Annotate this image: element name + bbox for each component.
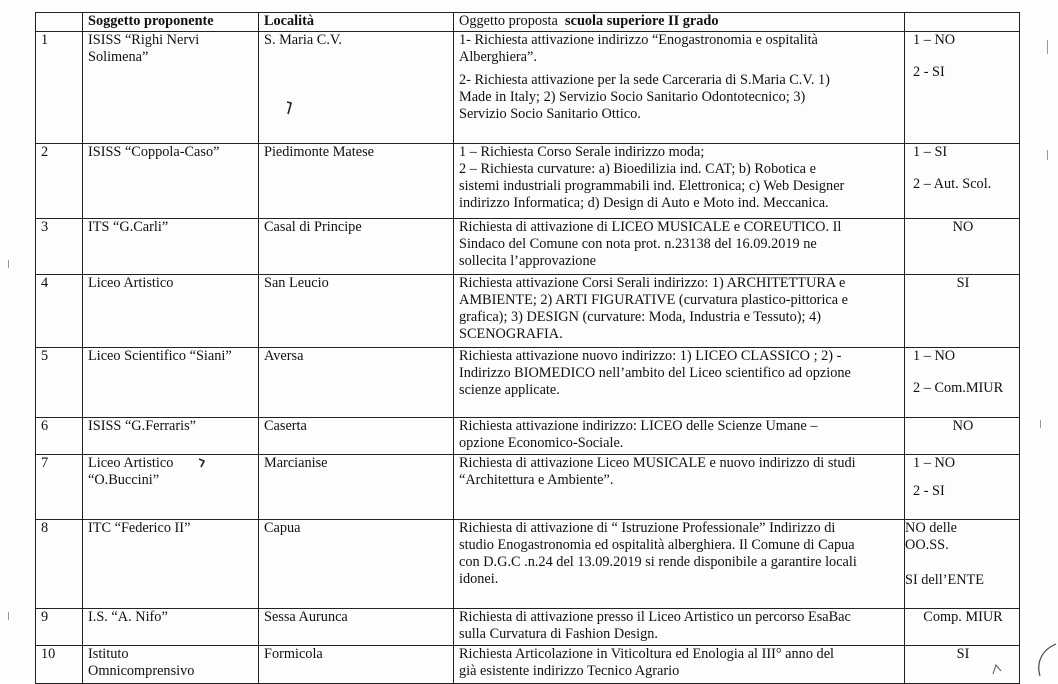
soggetto-line: Liceo Artistico bbox=[88, 455, 174, 471]
row-number: 7 bbox=[36, 455, 83, 520]
localita: Marcianise bbox=[259, 455, 454, 520]
row-number: 2 bbox=[36, 144, 83, 219]
header-soggetto-proponente: Soggetto proponente bbox=[83, 13, 259, 32]
row-number: 8 bbox=[36, 520, 83, 609]
esito-line: NO delle bbox=[905, 520, 958, 536]
oggetto-line: Richiesta di attivazione di LICEO MUSICALE e COREUTICO. Il bbox=[459, 219, 842, 235]
handwritten-mark bbox=[1030, 640, 1058, 678]
oggetto-line: Sindaco del Comune con nota prot. n.23138 del 16.09.2019 ne bbox=[459, 236, 817, 252]
esito-line: 1 – SI bbox=[913, 144, 948, 160]
handwritten-mark bbox=[990, 662, 1004, 676]
scan-edge-mark bbox=[8, 612, 9, 620]
esito-line: 1 – NO bbox=[913, 348, 956, 364]
oggetto-line: Richiesta di attivazione presso il Liceo Artistico un percorso EsaBac bbox=[459, 609, 851, 625]
oggetto-proposta bbox=[454, 609, 905, 646]
soggetto-line: Solimena” bbox=[88, 49, 149, 65]
oggetto-proposta bbox=[454, 32, 905, 144]
oggetto-line: Richiesta attivazione nuovo indirizzo: 1) LICEO CLASSICO ; 2) - bbox=[459, 348, 842, 364]
localita: Capua bbox=[259, 520, 454, 609]
soggetto-line: Istituto bbox=[88, 646, 129, 662]
oggetto-line: studio Enogastronomia ed ospitalità alberghiera. Il Comune di Capua bbox=[459, 537, 855, 553]
soggetto-line: ITS “G.Carli” bbox=[88, 219, 169, 235]
oggetto-line: indirizzo Informatica; d) Design di Auto e Moto ind. Meccanica. bbox=[459, 195, 829, 211]
oggetto-line: con D.G.C .n.24 del 13.09.2019 si rende disponibile a garantire locali bbox=[459, 554, 857, 570]
row-number: 10 bbox=[36, 646, 83, 684]
header-esito bbox=[905, 13, 1020, 32]
oggetto-line: 2- Richiesta attivazione per la sede Carceraria di S.Maria C.V. 1) bbox=[459, 72, 830, 88]
esito bbox=[905, 275, 1020, 348]
oggetto-line: sistemi industriali programmabili ind. Elettronica; c) Web Designer bbox=[459, 178, 845, 194]
localita: Piedimonte Matese bbox=[259, 144, 454, 219]
table-row bbox=[36, 520, 1020, 609]
esito bbox=[905, 32, 1020, 144]
scan-edge-mark bbox=[1040, 420, 1041, 428]
header-localita: Località bbox=[259, 13, 454, 32]
localita: S. Maria C.V. bbox=[259, 32, 454, 144]
localita: Casal di Principe bbox=[259, 219, 454, 275]
esito bbox=[905, 609, 1020, 646]
table-row bbox=[36, 219, 1020, 275]
row-number: 6 bbox=[36, 418, 83, 455]
table-row bbox=[36, 348, 1020, 418]
soggetto-proponente bbox=[83, 275, 259, 348]
oggetto-line: AMBIENTE; 2) ARTI FIGURATIVE (curvatura plastico-pittorica e bbox=[459, 292, 849, 308]
oggetto-proposta bbox=[454, 275, 905, 348]
esito-line: NO bbox=[952, 219, 974, 235]
esito-line: 1 – NO bbox=[913, 32, 956, 48]
esito-line: 2 – Com.MIUR bbox=[913, 380, 1004, 396]
oggetto-line: 1- Richiesta attivazione indirizzo “Enogastronomia e ospitalità bbox=[459, 32, 818, 48]
esito-line: 2 - SI bbox=[913, 64, 945, 80]
localita: San Leucio bbox=[259, 275, 454, 348]
esito bbox=[905, 219, 1020, 275]
soggetto-line: Omnicomprensivo bbox=[88, 663, 195, 679]
table-row bbox=[36, 144, 1020, 219]
oggetto-line: Indirizzo BIOMEDICO nell’ambito del Liceo scientifico ad opzione bbox=[459, 365, 851, 381]
oggetto-proposta bbox=[454, 144, 905, 219]
table-row bbox=[36, 609, 1020, 646]
soggetto-proponente bbox=[83, 32, 259, 144]
oggetto-line: idonei. bbox=[459, 571, 499, 587]
table-row bbox=[36, 32, 1020, 144]
soggetto-line: ITC “Federico II” bbox=[88, 520, 191, 536]
proposals-table bbox=[35, 12, 1020, 684]
oggetto-line: già esistente indirizzo Tecnico Agrario bbox=[459, 663, 680, 679]
esito-line: SI dell’ENTE bbox=[905, 572, 985, 588]
oggetto-proposta bbox=[454, 348, 905, 418]
scan-edge-mark bbox=[8, 260, 9, 268]
oggetto-line: SCENOGRAFIA. bbox=[459, 326, 563, 342]
pen-mark bbox=[197, 457, 207, 469]
oggetto-line: scienze applicate. bbox=[459, 382, 560, 398]
soggetto-proponente bbox=[83, 455, 259, 520]
soggetto-line: Liceo Artistico bbox=[88, 275, 174, 291]
header-oggetto-prefix: Oggetto proposta bbox=[459, 13, 558, 29]
oggetto-line: grafica); 3) DESIGN (curvature: Moda, Industria e Tessuto); 4) bbox=[459, 309, 822, 325]
oggetto-line: Richiesta di attivazione di “ Istruzione Professionale” Indirizzo di bbox=[459, 520, 836, 536]
soggetto-proponente bbox=[83, 418, 259, 455]
localita: Aversa bbox=[259, 348, 454, 418]
row-number: 9 bbox=[36, 609, 83, 646]
oggetto-line: Made in Italy; 2) Servizio Socio Sanitario Odontotecnico; 3) bbox=[459, 89, 806, 105]
soggetto-line: ISISS “G.Ferraris” bbox=[88, 418, 197, 434]
table-header-row bbox=[36, 13, 1020, 32]
header-oggetto-bold: scuola superiore II grado bbox=[565, 13, 719, 29]
localita: Caserta bbox=[259, 418, 454, 455]
oggetto-line: 2 – Richiesta curvature: a) Bioedilizia ind. CAT; b) Robotica e bbox=[459, 161, 816, 177]
oggetto-line: sulla Curvatura di Fashion Design. bbox=[459, 626, 658, 642]
soggetto-proponente bbox=[83, 219, 259, 275]
oggetto-line: opzione Economico-Sociale. bbox=[459, 435, 624, 451]
header-num bbox=[36, 13, 83, 32]
soggetto-line: “O.Buccini” bbox=[88, 472, 160, 488]
esito-line: SI bbox=[956, 646, 970, 662]
scan-edge-mark bbox=[1047, 40, 1048, 54]
oggetto-proposta bbox=[454, 418, 905, 455]
row-number: 1 bbox=[36, 32, 83, 144]
oggetto-proposta bbox=[454, 520, 905, 609]
pen-mark bbox=[284, 100, 294, 116]
esito bbox=[905, 520, 1020, 609]
esito-line: OO.SS. bbox=[905, 537, 949, 553]
soggetto-line: Liceo Scientifico “Siani” bbox=[88, 348, 232, 364]
esito-line: 2 - SI bbox=[913, 483, 945, 499]
esito bbox=[905, 144, 1020, 219]
table-row bbox=[36, 275, 1020, 348]
oggetto-proposta bbox=[454, 455, 905, 520]
esito bbox=[905, 348, 1020, 418]
soggetto-line: ISISS “Righi Nervi bbox=[88, 32, 200, 48]
esito-line: Comp. MIUR bbox=[923, 609, 1003, 625]
row-number: 5 bbox=[36, 348, 83, 418]
esito-line: 2 – Aut. Scol. bbox=[913, 176, 992, 192]
oggetto-proposta bbox=[454, 219, 905, 275]
oggetto-line: “Architettura e Ambiente”. bbox=[459, 472, 614, 488]
esito-line: SI bbox=[956, 275, 970, 291]
soggetto-line: I.S. “A. Nifo” bbox=[88, 609, 168, 625]
soggetto-proponente bbox=[83, 348, 259, 418]
esito-line: 1 – NO bbox=[913, 455, 956, 471]
table-row bbox=[36, 418, 1020, 455]
localita: Formicola bbox=[259, 646, 454, 684]
header-oggetto-proposta bbox=[454, 13, 905, 32]
soggetto-proponente bbox=[83, 144, 259, 219]
oggetto-line: Richiesta di attivazione Liceo MUSICALE e nuovo indirizzo di studi bbox=[459, 455, 856, 471]
row-number: 3 bbox=[36, 219, 83, 275]
oggetto-line: sollecita l’approvazione bbox=[459, 253, 596, 269]
table-row bbox=[36, 455, 1020, 520]
scan-edge-mark bbox=[1047, 150, 1048, 160]
localita: Sessa Aurunca bbox=[259, 609, 454, 646]
oggetto-line: Alberghiera”. bbox=[459, 49, 537, 65]
oggetto-line: Richiesta Articolazione in Viticoltura ed Enologia al III° anno del bbox=[459, 646, 835, 662]
soggetto-proponente bbox=[83, 520, 259, 609]
oggetto-line: Richiesta attivazione Corsi Serali indirizzo: 1) ARCHITETTURA e bbox=[459, 275, 846, 291]
soggetto-line: ISISS “Coppola-Caso” bbox=[88, 144, 220, 160]
esito bbox=[905, 455, 1020, 520]
oggetto-line: Servizio Socio Sanitario Ottico. bbox=[459, 106, 641, 122]
oggetto-line: 1 – Richiesta Corso Serale indirizzo moda; bbox=[459, 144, 705, 160]
soggetto-proponente bbox=[83, 609, 259, 646]
esito-line: NO bbox=[952, 418, 974, 434]
esito bbox=[905, 418, 1020, 455]
oggetto-line: Richiesta attivazione indirizzo: LICEO delle Scienze Umane – bbox=[459, 418, 818, 434]
row-number: 4 bbox=[36, 275, 83, 348]
